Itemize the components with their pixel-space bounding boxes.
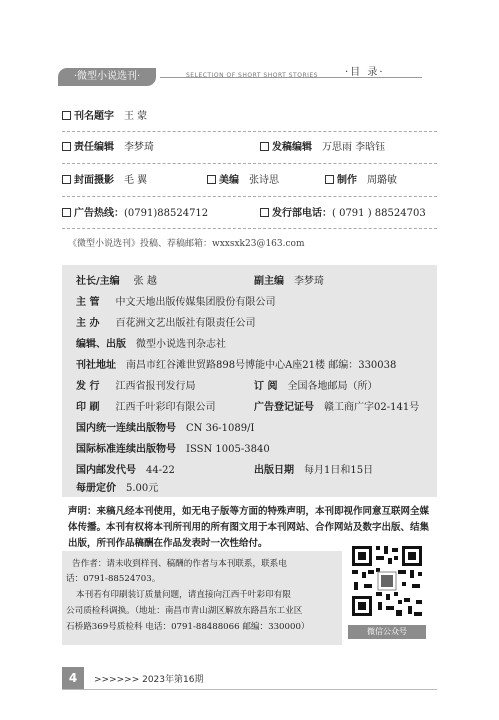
info-price: 每册定价 5.00元 [76,483,159,494]
qr-caption: 微信公众号 [348,625,426,639]
checkbox-icon [325,175,334,184]
dashed-divider [62,131,437,132]
info-issue: 发 行 江西省报刊发行局 [76,381,196,392]
info-issn: 国际标准连续出版物号 ISSN 1005-3840 [76,444,270,455]
dashed-divider [62,228,437,229]
dashed-divider [62,163,437,164]
footer-divider [62,689,437,690]
info-address: 刊社地址 南昌市红谷滩世贸路898号博能中心A座21楼 邮编：330038 [76,360,397,371]
checkbox-icon [207,175,216,184]
credit-art-editor: 美编 张诗思 [207,174,279,188]
checkbox-icon [62,175,71,184]
info-publish-date: 出版日期 每月1日和15日 [254,465,374,476]
credit-publishing-editor: 发稿编辑 万思雨 李晗钰 [260,141,385,155]
copyright-declaration: 声明：来稿凡经本刊使用，如无电子版等方面的特殊声明，本刊即视作同意互联网全媒体传播。本刊有权将本刊所刊用的所有图文用于本刊网站、合作网站及数字出版、结集出版，所刊作品稿酬在作品发表时一次性给付。 [68,506,430,549]
notice-line: 告作者：请未收到样刊、稿酬的作者与本刊联系，联系电 [72,559,287,569]
checkbox-icon [260,208,269,217]
info-print: 印 刷 江西千叶彩印有限公司 [76,402,216,413]
dashed-divider [62,196,437,197]
credit-cover-photo: 封面摄影 毛 翼 [62,174,147,188]
info-publisher: 编辑、出版 微型小说选刊杂志社 [76,339,226,350]
info-cn-number: 国内统一连续出版物号 CN 36-1089/I [76,423,255,434]
info-sponsor: 主 管 中文天地出版传媒集团股份有限公司 [76,297,276,308]
notice-line: 话：0791-88524703。 [66,574,161,584]
notice-line: 石桥路369号质检科 电话：0791-88488066 邮编：330000） [66,622,310,632]
credit-ad-hotline: 广告热线：(0791)88524712 [62,207,208,221]
notice-line: 公司质检科调换。（地址：南昌市青山湖区解放东路昌东工业区 [66,606,303,616]
info-president: 社长/主编 张 越 [76,276,157,287]
wechat-qr-code [348,542,426,620]
checkbox-icon [62,142,71,151]
notice-line: 本刊若有印刷装订质量问题，请直接向江西千叶彩印有限 [76,590,291,600]
checkbox-icon [62,208,71,217]
info-subscribe: 订 阅 全国各地邮局（所） [254,381,378,392]
info-host: 主 办 百花洲文艺出版社有限责任公司 [76,318,256,329]
magazine-tag: ·微型小说选刊· [58,68,156,86]
credit-title-calligraphy: 刊名题字 王 蒙 [62,110,147,124]
submission-email: 《微型小说选刊》投稿、荐稿邮箱：wxxsxk23@163.com [68,239,305,249]
info-deputy: 副主编 李梦琦 [254,276,324,287]
checkbox-icon [62,111,71,120]
section-title: ·目 录· [345,67,385,78]
info-ad-registration: 广告登记证号 赣工商广字02-141号 [254,402,420,413]
issue-label: >>>>>> 2023年第16期 [94,675,204,685]
credit-distribution-phone: 发行部电话：( 0791 ) 88524703 [260,207,426,221]
checkbox-icon [260,142,269,151]
header-subtitle: SELECTION OF SHORT SHORT STORIES [186,72,318,79]
credit-editor: 责任编辑 李梦琦 [62,141,154,155]
page-number: 4 [62,667,84,689]
info-postal-code: 国内邮发代号 44-22 [76,465,175,476]
credit-production: 制作 周璐敏 [325,174,397,188]
